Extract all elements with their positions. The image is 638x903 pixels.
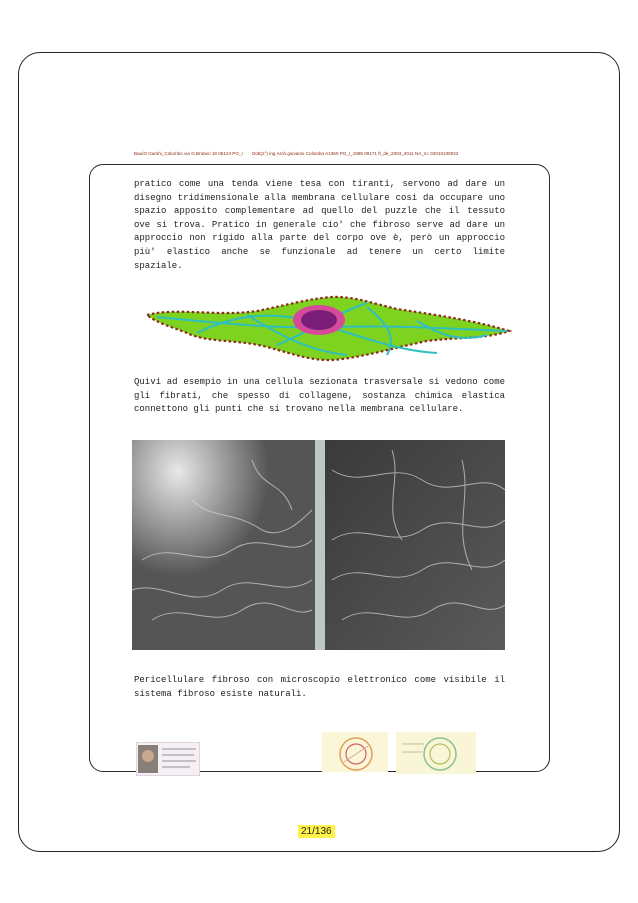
page-number: 21/136 (298, 825, 335, 838)
document-header (134, 151, 514, 156)
header-right-text: Dott(2°) ing.Arch.giovanni Colombo A1360 PG_I_1995 09171 ft_de_2003_2011 NA_m: 02010100042 (252, 151, 459, 156)
paragraph-1: pratico come una tenda viene tesa con tiranti, servono ad dare un disegno tridimensionale alla membrana cellulare cosi da occupare uno spazio apposito complementare ad quello del puzzle che il tessuto ove si trova. Pratico in generale cio' che fibroso serve ad dare un approccio non rigido alla parte del corpo ove è, però un approccio più' elastico anche se funzionale ad tenere un certo limite spaziale. (134, 179, 505, 271)
seal-stamp-left (322, 732, 388, 772)
paragraph-2: Quivi ad esempio in una cellula sezionata trasversale si vedono come gli fibrati, che spesso di collagene, sostanza chimica elastica connettono gli punti che si trovano nella membrana cellulare. (134, 377, 505, 415)
seal-stamp-right (396, 732, 476, 774)
figure-caption: Pericellulare fibroso con microscopio elettronico come visibile il sistema fibroso esiste naturali. (134, 675, 505, 699)
id-card-stamp (136, 742, 200, 776)
electron-micrograph (132, 440, 505, 650)
micrograph-left-panel (132, 440, 315, 650)
micrograph-right-panel (325, 440, 505, 650)
nucleus (301, 310, 337, 330)
header-left-text: Bau/O Gamhi_Colombo via G.Brutieri 18 06124 PG_I (134, 151, 243, 156)
cell-illustration (137, 293, 517, 365)
micrograph-divider (315, 440, 325, 650)
